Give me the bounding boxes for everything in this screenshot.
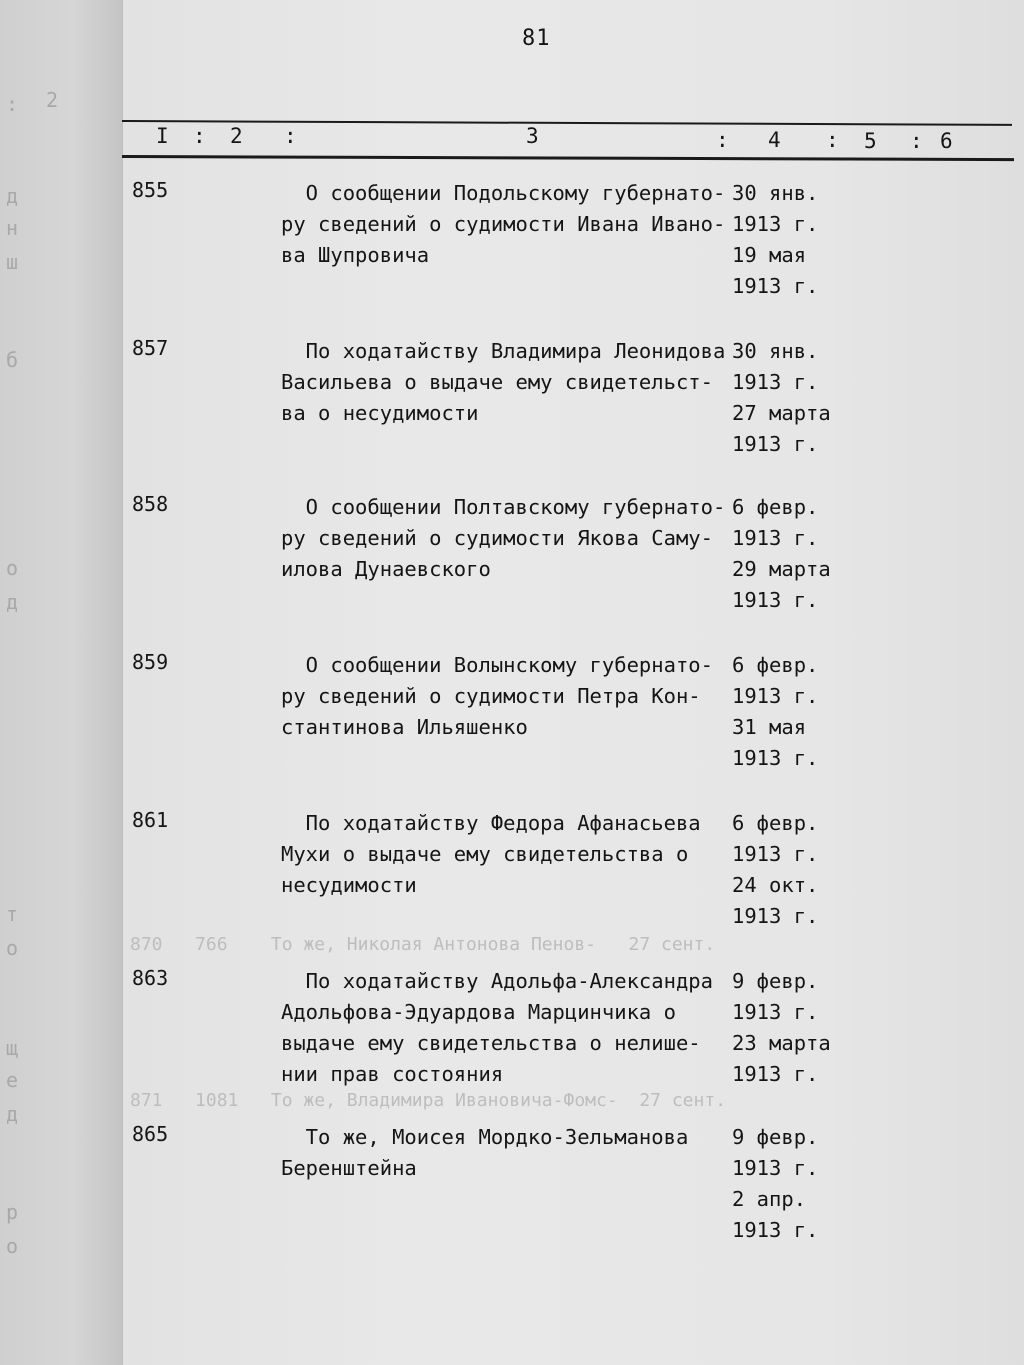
- title-line: несудимости: [281, 873, 417, 897]
- title-line: Беренштейна: [281, 1156, 417, 1180]
- case-dates: [732, 178, 818, 302]
- bleed-through-text: 871 1081 То же, Владимира Ивановича-Фомс- 27 сент.: [130, 1090, 727, 1111]
- title-line: Мухи о выдаче ему свидетельства о: [281, 842, 689, 866]
- title-line: ва о несудимости: [281, 401, 479, 425]
- start-date: 9 февр.: [732, 1125, 819, 1149]
- case-dates: [732, 336, 831, 460]
- left-page-fragment: :: [6, 92, 19, 116]
- left-page-fragment: щ: [6, 1036, 19, 1060]
- end-year: 1913 г.: [732, 746, 819, 770]
- left-page-fragment: 2: [46, 88, 59, 112]
- column-header-3: 3: [526, 124, 539, 148]
- end-date: 24 окт.: [732, 873, 819, 897]
- table-row: [0, 1122, 1024, 1282]
- left-page-fragment: д: [6, 184, 19, 208]
- table-row: [0, 808, 1024, 968]
- case-number: 857: [132, 336, 169, 360]
- case-title: [281, 336, 741, 429]
- left-page-fragment: т: [6, 902, 19, 926]
- title-line: Васильева о выдаче ему свидетельст-: [281, 370, 713, 394]
- title-line: стантинова Ильяшенко: [281, 715, 528, 739]
- left-page-fragment: д: [6, 1102, 19, 1126]
- left-page-fragment: е: [6, 1068, 19, 1092]
- title-line: выдаче ему свидетельства о нелише-: [281, 1031, 701, 1055]
- table-row: [0, 966, 1024, 1126]
- title-line: О сообщении Подольскому губернато-: [281, 181, 726, 205]
- column-separator: :: [716, 128, 729, 152]
- case-number: 861: [132, 808, 169, 832]
- column-header-5: 5: [864, 129, 877, 153]
- case-title: [281, 1122, 741, 1184]
- table-row: [0, 492, 1024, 652]
- table-row: [0, 178, 1024, 338]
- left-page-fragment: н: [6, 216, 19, 240]
- case-dates: [732, 1122, 818, 1246]
- left-page-fragment: д: [6, 590, 19, 614]
- title-line: ру сведений о судимости Петра Кон-: [281, 684, 701, 708]
- end-date: 29 марта: [732, 557, 831, 581]
- case-number: 855: [132, 178, 169, 202]
- case-dates: [732, 808, 818, 932]
- start-year: 1913 г.: [732, 1000, 819, 1024]
- case-title: [281, 650, 741, 743]
- table-row: [0, 336, 1024, 496]
- title-line: нии прав состояния: [281, 1062, 504, 1086]
- start-date: 9 февр.: [732, 969, 819, 993]
- left-page-fragment: р: [6, 1200, 19, 1224]
- end-date: 27 марта: [732, 401, 831, 425]
- case-title: [281, 492, 741, 585]
- case-title: [281, 808, 741, 901]
- column-header-2: 2: [230, 124, 243, 148]
- case-number: 865: [132, 1122, 169, 1146]
- start-year: 1913 г.: [732, 684, 819, 708]
- case-number: 858: [132, 492, 169, 516]
- left-page-fragment: ш: [6, 250, 19, 274]
- end-year: 1913 г.: [732, 588, 819, 612]
- start-date: 6 февр.: [732, 653, 819, 677]
- column-separator: :: [826, 128, 839, 152]
- left-page-fragment: б: [6, 348, 19, 372]
- header-top-rule: [122, 120, 1012, 126]
- column-header-1: I: [156, 124, 169, 148]
- end-year: 1913 г.: [732, 1218, 819, 1242]
- start-date: 6 февр.: [732, 811, 819, 835]
- case-title: [281, 966, 741, 1090]
- start-date: 6 февр.: [732, 495, 819, 519]
- start-year: 1913 г.: [732, 1156, 819, 1180]
- end-year: 1913 г.: [732, 432, 819, 456]
- start-date: 30 янв.: [732, 339, 819, 363]
- title-line: По ходатайству Адольфа-Александра: [281, 969, 713, 993]
- start-year: 1913 г.: [732, 526, 819, 550]
- title-line: илова Дунаевского: [281, 557, 491, 581]
- title-line: ру сведений о судимости Якова Саму-: [281, 526, 713, 550]
- start-date: 30 янв.: [732, 181, 819, 205]
- title-line: Адольфова-Эдуардова Марцинчика о: [281, 1000, 676, 1024]
- case-title: [281, 178, 741, 271]
- end-year: 1913 г.: [732, 274, 819, 298]
- case-dates: [732, 650, 818, 774]
- title-line: По ходатайству Федора Афанасьева: [281, 811, 701, 835]
- left-page-fragment: о: [6, 1234, 19, 1258]
- column-separator: :: [910, 129, 923, 153]
- end-date: 23 марта: [732, 1031, 831, 1055]
- title-line: По ходатайству Владимира Леонидова: [281, 339, 726, 363]
- title-line: О сообщении Полтавскому губернато-: [281, 495, 726, 519]
- page-number: 81: [522, 26, 551, 51]
- column-separator: :: [284, 124, 297, 148]
- header-bottom-rule: [122, 155, 1014, 161]
- column-header-6: 6: [940, 129, 953, 153]
- case-number: 859: [132, 650, 169, 674]
- title-line: ру сведений о судимости Ивана Ивано-: [281, 212, 726, 236]
- end-date: 31 мая: [732, 715, 807, 739]
- start-year: 1913 г.: [732, 842, 819, 866]
- case-dates: [732, 492, 831, 616]
- left-page-fragment: о: [6, 556, 19, 580]
- title-line: О сообщении Волынскому губернато-: [281, 653, 713, 677]
- table-row: [0, 650, 1024, 810]
- left-page-fragment: о: [6, 936, 19, 960]
- case-dates: [732, 966, 831, 1090]
- title-line: ва Шупровича: [281, 243, 430, 267]
- end-date: 19 мая: [732, 243, 807, 267]
- case-number: 863: [132, 966, 169, 990]
- column-separator: :: [193, 124, 206, 148]
- end-year: 1913 г.: [732, 1062, 819, 1086]
- start-year: 1913 г.: [732, 370, 819, 394]
- end-year: 1913 г.: [732, 904, 819, 928]
- start-year: 1913 г.: [732, 212, 819, 236]
- column-header-4: 4: [768, 128, 781, 152]
- end-date: 2 апр.: [732, 1187, 807, 1211]
- title-line: То же, Моисея Мордко-Зельманова: [281, 1125, 689, 1149]
- bleed-through-text: 870 766 То же, Николая Антонова Пенов- 27 сент.: [130, 934, 716, 955]
